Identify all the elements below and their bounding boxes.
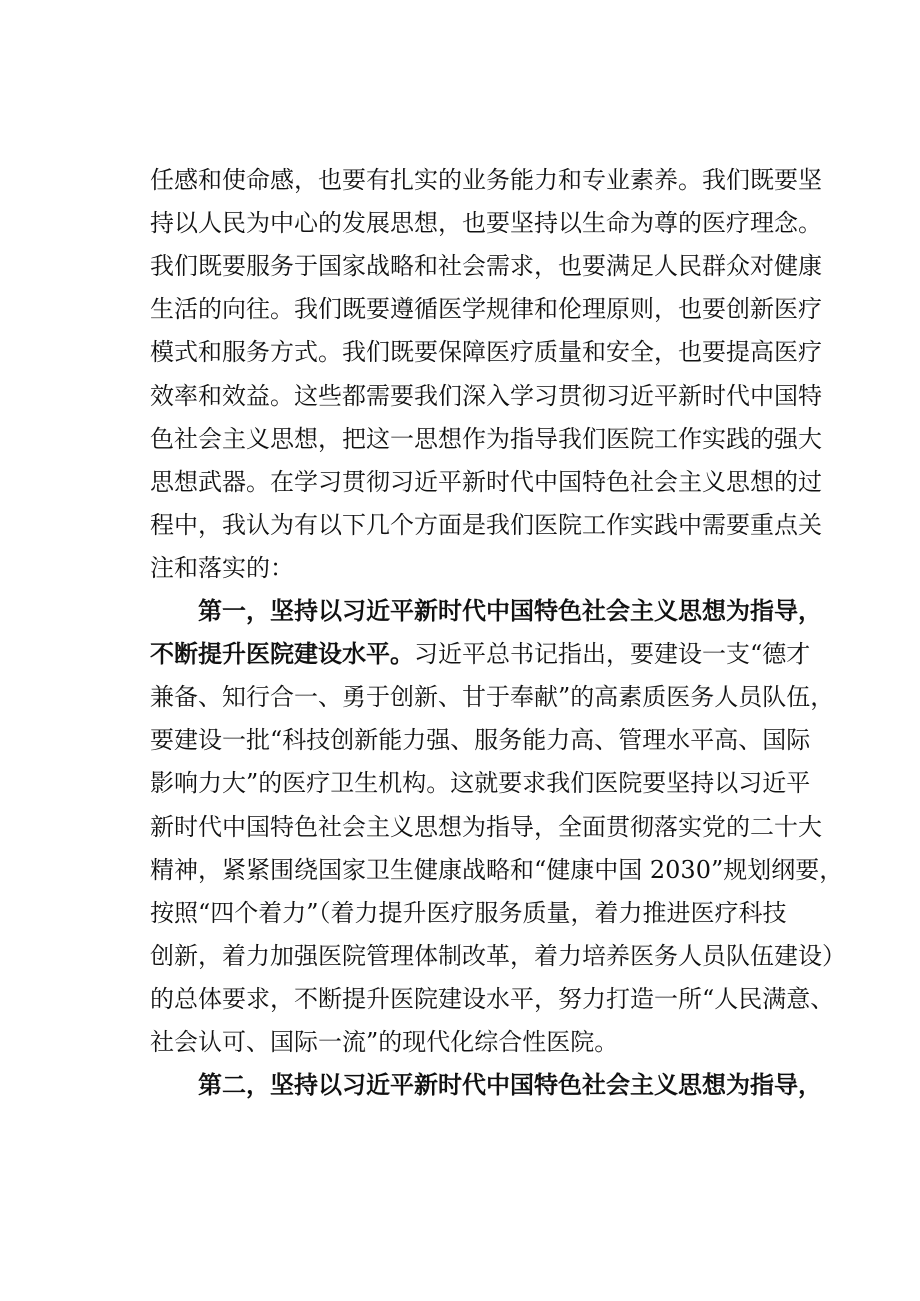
text-line: [198, 589, 822, 632]
body-text: 创新，着力加强医院管理体制改革，着力培养医务人员队伍建设）: [150, 941, 846, 970]
body-text: 按照“四个着力”（着力提升医疗服务质量，着力推进医疗科技: [150, 898, 787, 927]
bold-heading-text: 第一，坚持以习近平新时代中国特色社会主义思想为指导，: [198, 596, 822, 625]
text-line: [150, 158, 822, 201]
text-line: [150, 201, 822, 244]
text-line: [150, 417, 822, 460]
text-line: [198, 1063, 822, 1106]
body-text: 程中，我认为有以下几个方面是我们医院工作实践中需要重点关: [150, 510, 822, 539]
body-text: 色社会主义思想，把这一思想作为指导我们医院工作实践的强大: [150, 424, 822, 453]
text-line: [150, 848, 843, 891]
text-line: [150, 891, 787, 934]
bold-heading-text: 第二，坚持以习近平新时代中国特色社会主义思想为指导，: [198, 1070, 822, 1100]
body-text: 要建设一批“科技创新能力强、服务能力高、管理水平高、国际: [150, 726, 811, 755]
body-text: 模式和服务方式。我们既要保障医疗质量和安全，也要提高医疗: [150, 338, 822, 367]
body-text: 效率和效益。这些都需要我们深入学习贯彻习近平新时代中国特: [150, 381, 822, 410]
body-text: 我们既要服务于国家战略和社会需求，也要满足人民群众对健康: [150, 252, 822, 281]
text-line: [150, 330, 822, 373]
text-line: [150, 977, 834, 1020]
body-text: 社会认可、国际一流”的现代化综合性医院。: [150, 1028, 619, 1056]
body-text: 思想武器。在学习贯彻习近平新时代中国特色社会主义思想的过: [150, 467, 822, 496]
bold-heading-text: 不断提升医院建设水平。: [150, 639, 414, 669]
text-line: [150, 374, 822, 417]
text-line: [150, 632, 810, 675]
body-text: 任感和使命感，也要有扎实的业务能力和专业素养。我们既要坚: [150, 166, 822, 194]
body-text: 的总体要求，不断提升医院建设水平，努力打造一所“人民满意、: [150, 984, 835, 1013]
text-line: [150, 460, 822, 503]
text-line: [150, 805, 822, 848]
body-text: 注和落实的：: [150, 553, 294, 582]
body-text: 新时代中国特色社会主义思想为指导，全面贯彻落实党的二十大: [150, 812, 822, 841]
text-line: [150, 503, 822, 546]
text-line: [150, 718, 810, 761]
body-text: 生活的向往。我们既要遵循医学规律和伦理原则，也要创新医疗: [150, 295, 822, 324]
text-line: [150, 287, 822, 330]
body-text: 持以人民为中心的发展思想，也要坚持以生命为尊的医疗理念。: [150, 209, 822, 238]
body-text: 习近平总书记指出，要建设一支“德才: [414, 640, 811, 669]
text-line: [150, 1020, 618, 1063]
text-line: [150, 546, 294, 589]
text-line: [150, 761, 810, 804]
text-line: [150, 675, 834, 718]
body-text: 兼备、知行合一、勇于创新、甘于奉献”的高素质医务人员队伍，: [150, 683, 835, 712]
body-text: 影响力大”的医疗卫生机构。这就要求我们医院要坚持以习近平: [150, 769, 811, 798]
body-text: 精神，紧紧围绕国家卫生健康战略和“健康中国 2030”规划纲要，: [150, 855, 844, 884]
text-line: [150, 244, 822, 287]
text-line: [150, 934, 846, 977]
